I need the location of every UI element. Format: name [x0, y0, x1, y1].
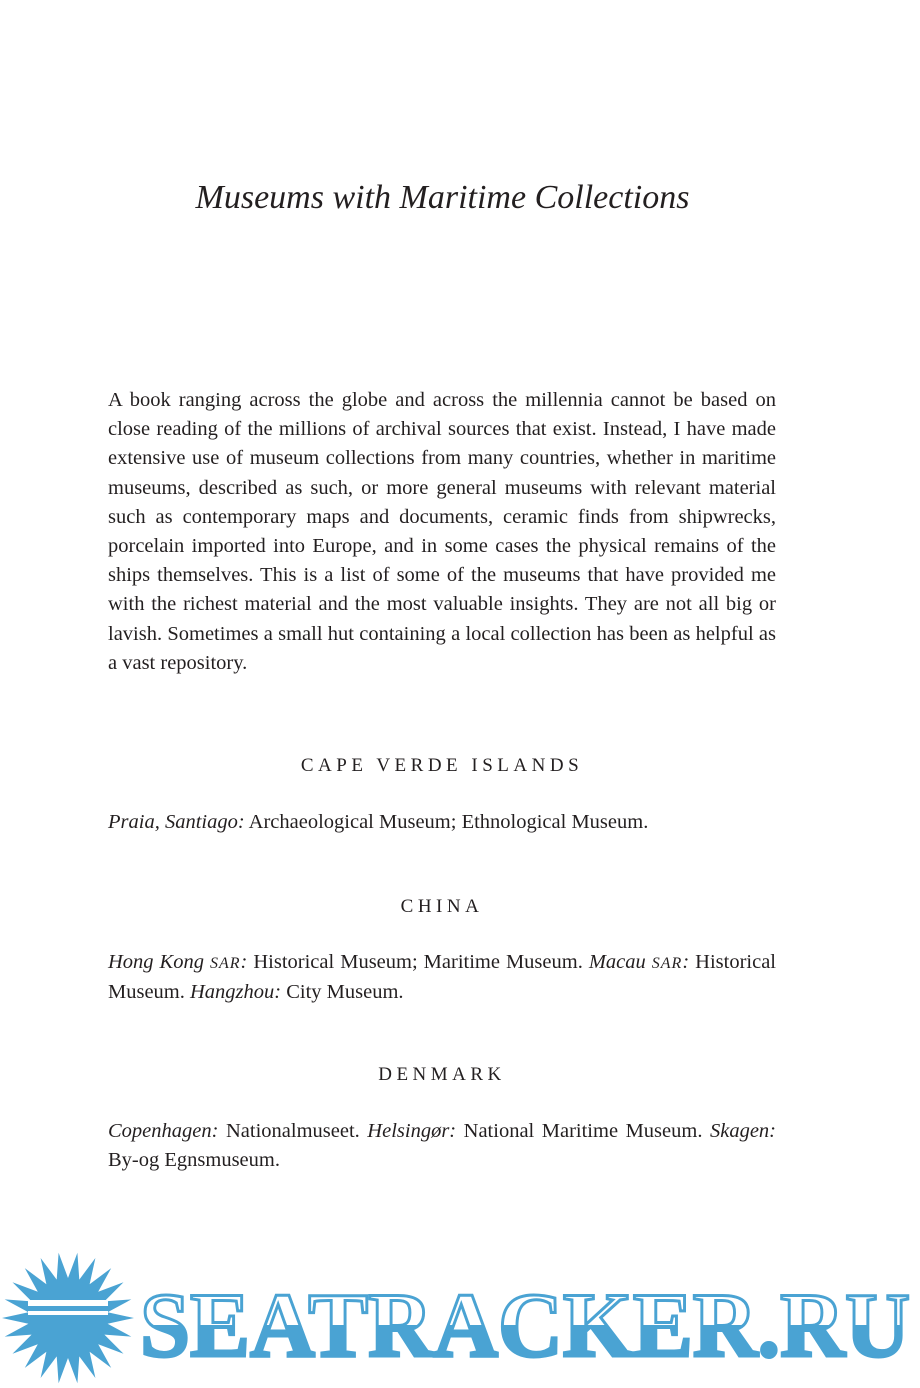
- sun-logo-icon: [2, 1253, 134, 1384]
- place-name: Helsingør:: [367, 1120, 457, 1142]
- page-title: Museums with Maritime Collections: [195, 179, 690, 216]
- section-heading-china: CHINA: [400, 896, 484, 917]
- museum-list: Nationalmuseet.: [218, 1120, 368, 1142]
- section-body-cape-verde: [108, 808, 776, 837]
- watermark-text: SEATRACKER.RU: [140, 1274, 910, 1376]
- museum-list: National Maritime Museum.: [456, 1120, 710, 1142]
- section-heading-cape-verde: CAPE VERDE ISLANDS: [300, 755, 584, 776]
- section-body-china: [108, 948, 776, 1007]
- museum-list: Archaeological Museum; Ethnological Museum.: [244, 811, 649, 833]
- section-heading-denmark: DENMARK: [378, 1064, 506, 1085]
- museum-list: By-og Egnsmuseum.: [108, 1149, 280, 1172]
- museum-list: Historical Museum.: [108, 951, 776, 1004]
- place-name: Hangzhou:: [190, 981, 282, 1004]
- place-name: Macau SAR:: [588, 951, 690, 973]
- intro-paragraph: A book ranging across the globe and across the millennia cannot be based on close reading of the millions of archival sources that exist. Instead, I have made extensive use of museum collections from many countries, whether in maritime museums, described as such, or more general museums with relevant material such as contemporary maps and documents, ceramic finds from shipwrecks, porcelain imported into Europe, and in some cases the physical remains of the ships themselves. This is a list of some of the museums that have provided me with the richest material and the most valuable insights. They are not all big or lavish. Sometimes a small hut containing a local collection has been as helpful as a vast repository.: [108, 389, 776, 674]
- section-body-denmark: [108, 1117, 776, 1175]
- watermark: [0, 1248, 920, 1388]
- place-name: Copenhagen:: [108, 1120, 219, 1142]
- place-name: Hong Kong SAR:: [108, 951, 248, 973]
- museum-list: Historical Museum; Maritime Museum.: [247, 951, 589, 973]
- place-name: Skagen:: [709, 1120, 777, 1142]
- place-name: Praia, Santiago:: [108, 811, 245, 833]
- museum-list: City Museum.: [281, 981, 404, 1004]
